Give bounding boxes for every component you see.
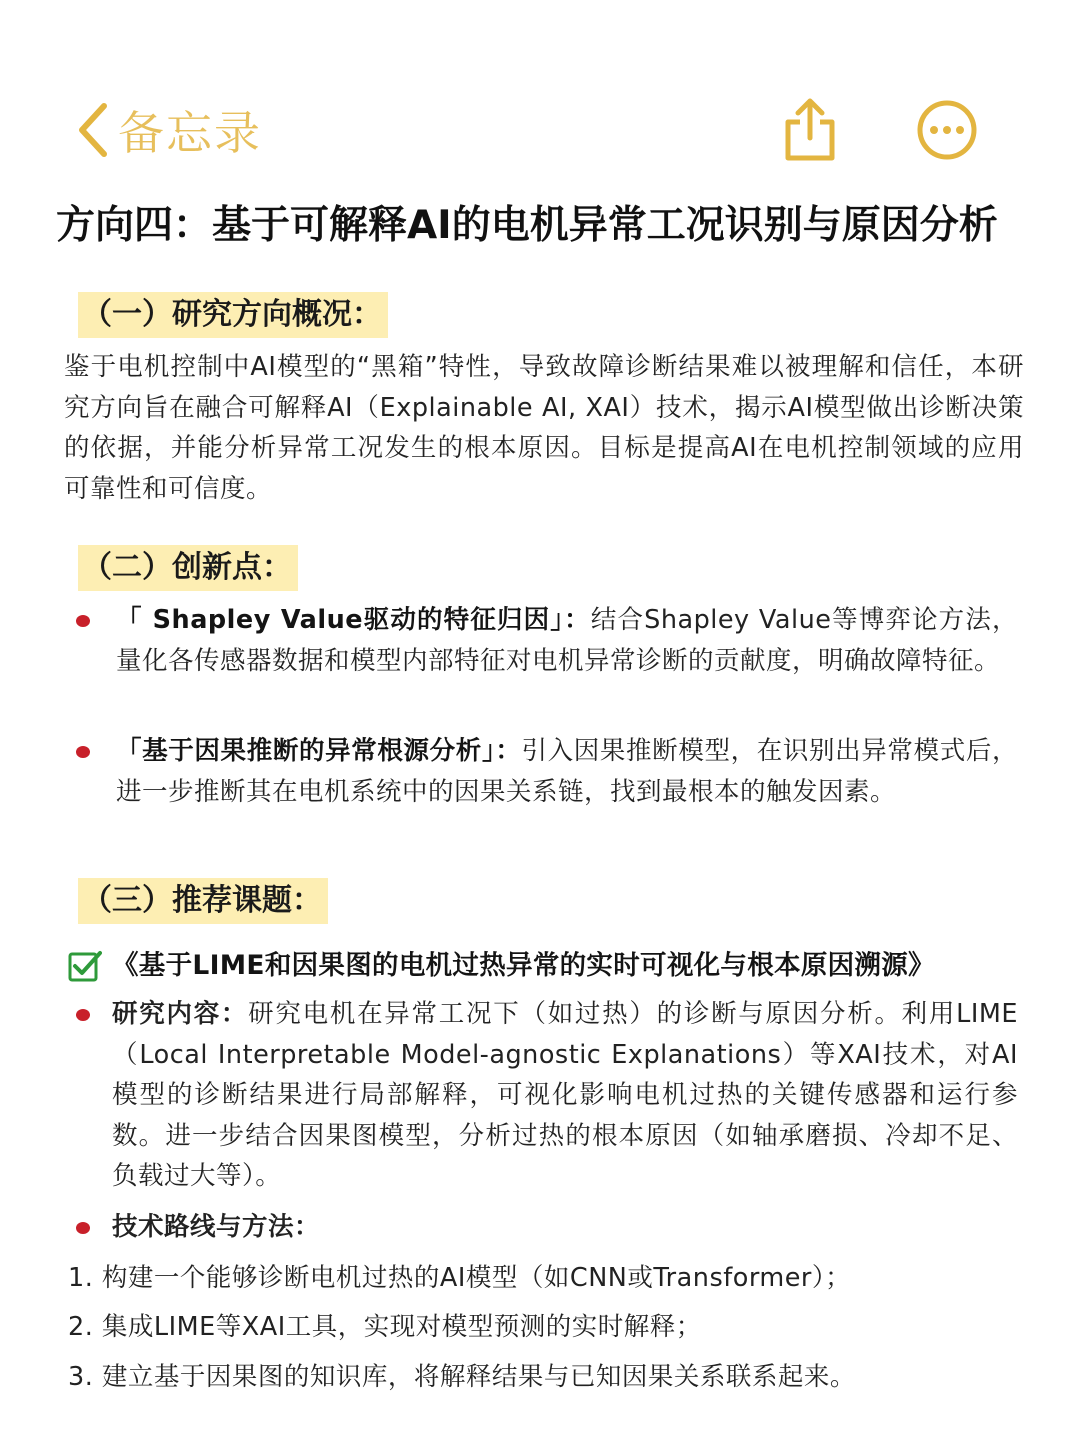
checkbox-checked-icon[interactable]	[68, 950, 102, 982]
red-bullet-icon	[72, 1006, 94, 1024]
share-icon	[782, 96, 838, 162]
section1-body: 鉴于电机控制中AI模型的“黑箱”特性，导致故障诊断结果难以被理解和信任，本研究方向旨在融合可解释AI（Explainable AI, XAI）技术，揭示AI模型做出诊断决策的依据，并能分析异常工况发生的根本原因。目标是提高AI在电机控制领域的应用可靠性和可信度。	[64, 352, 1024, 504]
red-bullet-icon	[72, 1219, 94, 1237]
innovation-item-1	[116, 600, 1018, 681]
back-button[interactable]	[72, 88, 262, 172]
innovation-item-2	[116, 731, 1018, 812]
innovation-item-2-text: 引入因果推断模型，在识别出异常模式后，进一步推断其在电机系统中的因果关系链，找到最根本的触发因素。	[116, 736, 1018, 807]
chevron-left-icon	[72, 100, 112, 160]
research-content-label: 研究内容：	[112, 999, 249, 1029]
share-button[interactable]	[782, 96, 838, 162]
method-step-1: 1. 构建一个能够诊断电机过热的AI模型（如CNN或Transformer）；	[68, 1263, 852, 1293]
nav-bar	[0, 88, 1080, 172]
note-title: 方向四：基于可解释AI的电机异常工况识别与原因分析	[56, 203, 998, 248]
research-content	[112, 994, 1018, 1197]
research-content-text: 研究电机在异常工况下（如过热）的诊断与原因分析。利用LIME（Local Interpretable Model-agnostic Explanations）等XAI技术，对AI模型的诊断结果进行局部解释，可视化影响电机过热的关键传感器和运行参数。进一步结合因果图模型，分析过热的根本原因（如轴承磨损、冷却不足、负载过大等）。	[112, 999, 1018, 1191]
innovation-item-1-text: 结合Shapley Value等博弈论方法，量化各传感器数据和模型内部特征对电机异常诊断的贡献度，明确故障特征。	[116, 605, 1018, 676]
section3-heading: （三）推荐课题：	[78, 878, 328, 924]
method-label: 技术路线与方法：	[112, 1212, 321, 1242]
ellipsis-circle-icon	[915, 98, 979, 162]
method-heading	[112, 1207, 1018, 1248]
innovation-item-1-title: 「 Shapley Value驱动的特征归因」：	[116, 605, 591, 635]
more-button[interactable]	[915, 98, 979, 162]
red-bullet-icon	[72, 743, 94, 761]
section2-heading: （二）创新点：	[78, 545, 298, 591]
method-step-2: 2. 集成LIME等XAI工具，实现对模型预测的实时解释；	[68, 1312, 702, 1342]
section1-heading: （一）研究方向概况：	[78, 292, 388, 338]
method-step-3: 3. 建立基于因果图的知识库，将解释结果与已知因果关系联系起来。	[68, 1362, 856, 1392]
red-bullet-icon	[72, 612, 94, 630]
recommended-topic: 《基于LIME和因果图的电机过热异常的实时可视化与根本原因溯源》	[112, 950, 935, 981]
back-label: 备忘录	[118, 106, 262, 160]
innovation-item-2-title: 「基于因果推断的异常根源分析」：	[116, 736, 522, 766]
